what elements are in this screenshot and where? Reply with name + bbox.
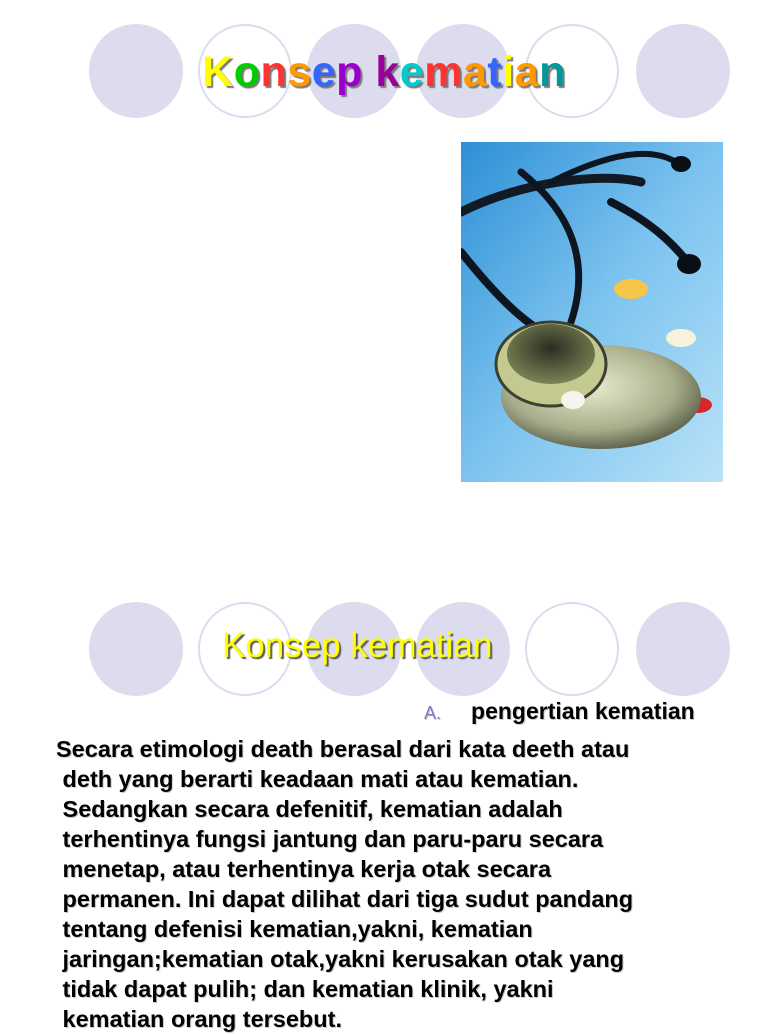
body-paragraph: [56, 734, 756, 1034]
title-letter: m: [424, 48, 463, 96]
body-line: Sedangkan secara defenitif, kematian adalah: [56, 796, 563, 822]
title-letter: s: [287, 48, 312, 96]
body-line: tidak dapat pulih; dan kematian klinik, yakni: [56, 976, 554, 1002]
section-heading-text: pengertian kematian: [471, 698, 695, 724]
title-letter: o: [233, 48, 261, 96]
circle-decoration: [525, 602, 619, 696]
title-letter: e: [311, 48, 337, 96]
title-letter: p: [336, 48, 363, 96]
body-line: permanen. Ini dapat dilihat dari tiga sudut pandang: [56, 886, 634, 912]
title-letter: k: [375, 48, 400, 96]
body-line: deth yang berarti keadaan mati atau kematian.: [56, 766, 579, 792]
stethoscope-photo: [461, 142, 723, 482]
body-line: menetap, atau terhentinya kerja otak secara: [56, 856, 552, 882]
body-line: Secara etimologi death berasal dari kata deeth atau: [56, 736, 630, 762]
stethoscope-icon: [461, 142, 723, 482]
body-line: terhentinya fungsi jantung dan paru-paru secara: [56, 826, 604, 852]
title-letter: e: [399, 48, 425, 96]
circle-decoration: [636, 602, 730, 696]
title-letter: [363, 48, 375, 96]
slide-title: [0, 48, 768, 97]
title-letter: K: [202, 48, 234, 96]
body-line: tentang defenisi kematian,yakni, kematian: [56, 916, 533, 942]
circle-decoration: [89, 602, 183, 696]
title-letter: a: [462, 48, 488, 96]
slide-2: [0, 590, 768, 1032]
section-heading: [424, 698, 695, 725]
body-line: kematian orang tersebut.: [56, 1006, 342, 1032]
list-marker: A.: [424, 703, 442, 723]
title-letter: i: [502, 48, 515, 96]
title-letter: n: [539, 48, 566, 96]
body-line: jaringan;kematian otak,yakni kerusakan otak yang: [56, 946, 625, 972]
slide-title: Konsep kematian: [222, 626, 493, 665]
title-letter: t: [487, 48, 503, 96]
title-letter: n: [260, 48, 288, 96]
title-letter: a: [514, 48, 540, 96]
